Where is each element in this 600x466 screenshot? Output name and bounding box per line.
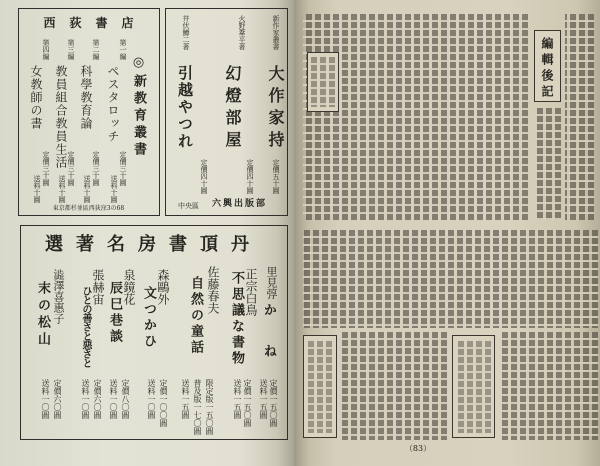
editorial-heading-box	[534, 30, 561, 102]
rikko-ad-box	[165, 8, 288, 216]
tancho-book-title: 辰巳巷談	[107, 281, 122, 345]
tancho-ad-box	[20, 225, 288, 440]
nishiogi-book-price: 定價三十圓	[119, 151, 127, 186]
nishiogi-book-title: 科學教育論	[79, 65, 93, 130]
nishiogi-book-volume: 第三編	[67, 39, 75, 60]
tancho-book-author: 佐藤春夫	[206, 266, 220, 314]
nishiogi-publisher: 西荻書店	[43, 16, 148, 30]
rikko-book-title: 幻燈部屋	[223, 65, 242, 153]
nishiogi-book-title: 女教師の書	[29, 65, 43, 130]
rikko-book-price: 定價五十圓	[272, 159, 280, 194]
tancho-book-author: 里見弴	[265, 266, 278, 299]
right-page	[294, 0, 600, 466]
tancho-book-postage: 送料一〇圓	[41, 379, 50, 419]
tancho-book-price: 定價六〇圓	[93, 379, 102, 419]
tancho-book-price: 定價一〇〇圓	[159, 379, 168, 427]
tancho-book-title: 文つかひ	[141, 286, 156, 350]
notice-box-text	[311, 57, 335, 107]
rikko-book-price: 定價四十圓	[246, 159, 254, 194]
notice-box	[307, 52, 339, 112]
nishiogi-book-postage: 送料十圓	[110, 175, 118, 203]
left-page	[0, 0, 294, 466]
tancho-book-title: 不思議な書物	[229, 271, 244, 367]
lower-ad-box	[452, 335, 495, 438]
tancho-book-postage: 送料一〇圓	[81, 379, 90, 419]
tancho-book-price-regular: 普及版一七〇圓	[193, 379, 202, 435]
tancho-book-title: かね	[261, 303, 276, 385]
tancho-book-author: 泉鏡花	[122, 269, 136, 305]
nishiogi-book-volume: 第四編	[42, 39, 50, 60]
tancho-book-author: 張赫宙	[91, 269, 105, 305]
nishiogi-book-price: 定價三十圓	[67, 151, 75, 186]
tancho-book-title: ひとの善さと惡さと	[80, 286, 91, 367]
body-text-block	[500, 332, 598, 440]
rikko-publisher: 六興出版部	[212, 199, 268, 209]
rikko-book-title: 引越やつれ	[176, 65, 194, 150]
tancho-book-price: 定價一五〇圓	[243, 379, 252, 427]
tancho-book-postage: 送料一五圓	[181, 379, 190, 419]
rikko-book-title: 大作家持	[266, 65, 285, 153]
rikko-book-byline: 井伏鱒二著	[182, 15, 190, 50]
tancho-book-title: 自然の童話	[188, 276, 203, 356]
tancho-book-postage: 送料一〇圓	[147, 379, 156, 419]
rikko-district: 中央區	[178, 202, 199, 210]
tancho-header-text: 丹頂書房名著選	[45, 234, 262, 255]
tancho-book-title: 末の松山	[35, 281, 50, 349]
tancho-header	[21, 236, 286, 254]
nishiogi-series-title: ◎新教育叢書	[131, 55, 146, 159]
tancho-book-author: 正宗白鳥	[244, 268, 258, 316]
tancho-book-author: 森鷗外	[156, 269, 170, 305]
nishiogi-ad-box	[18, 8, 160, 216]
lower-notice-box	[303, 335, 337, 438]
body-text-block	[303, 14, 528, 220]
editorial-text-block	[534, 108, 561, 220]
nishiogi-book-postage: 送料十圓	[58, 175, 66, 203]
lower-notice-text	[308, 341, 332, 433]
body-text-block	[341, 332, 447, 440]
tancho-book-price: 定價八〇圓	[121, 379, 130, 419]
nishiogi-book-price: 定價三十圓	[42, 151, 50, 186]
nishiogi-book-title: 教員組合教員生活	[54, 65, 68, 169]
nishiogi-book-postage: 送料十圓	[83, 175, 91, 203]
tancho-book-price: 定價一五〇圓	[269, 379, 278, 427]
nishiogi-book-volume: 第一編	[119, 39, 127, 60]
tancho-book-price: 定價六〇圓	[53, 379, 62, 419]
nishiogi-book-volume: 第二編	[92, 39, 100, 60]
nishiogi-address: 東京都杉並區西荻窪3の68	[52, 205, 125, 212]
tancho-book-postage: 送料一五圓	[233, 379, 242, 419]
tancho-book-price-limited: 限定版一五〇圓	[205, 379, 214, 435]
editorial-heading: 編輯後記	[540, 37, 554, 101]
rikko-book-price: 定價四十圓	[200, 159, 208, 194]
rikko-book-byline: 新作家叢書	[272, 15, 280, 50]
editorial-text-block	[565, 14, 594, 220]
nishiogi-book-price: 定價三十圓	[92, 151, 100, 186]
tancho-book-author: 澁澤喜惠子	[52, 269, 65, 324]
page-number: （83）	[404, 444, 432, 453]
nishiogi-book-postage: 送料十圓	[33, 175, 41, 203]
tancho-book-postage: 送料一〇圓	[109, 379, 118, 419]
body-text-block	[303, 230, 598, 328]
rikko-book-byline: 火野葦平著	[238, 15, 246, 50]
lower-ad-text	[457, 341, 491, 433]
nishiogi-book-title: ペスタロッチ	[106, 65, 120, 143]
tancho-book-postage: 送料一五圓	[259, 379, 268, 419]
